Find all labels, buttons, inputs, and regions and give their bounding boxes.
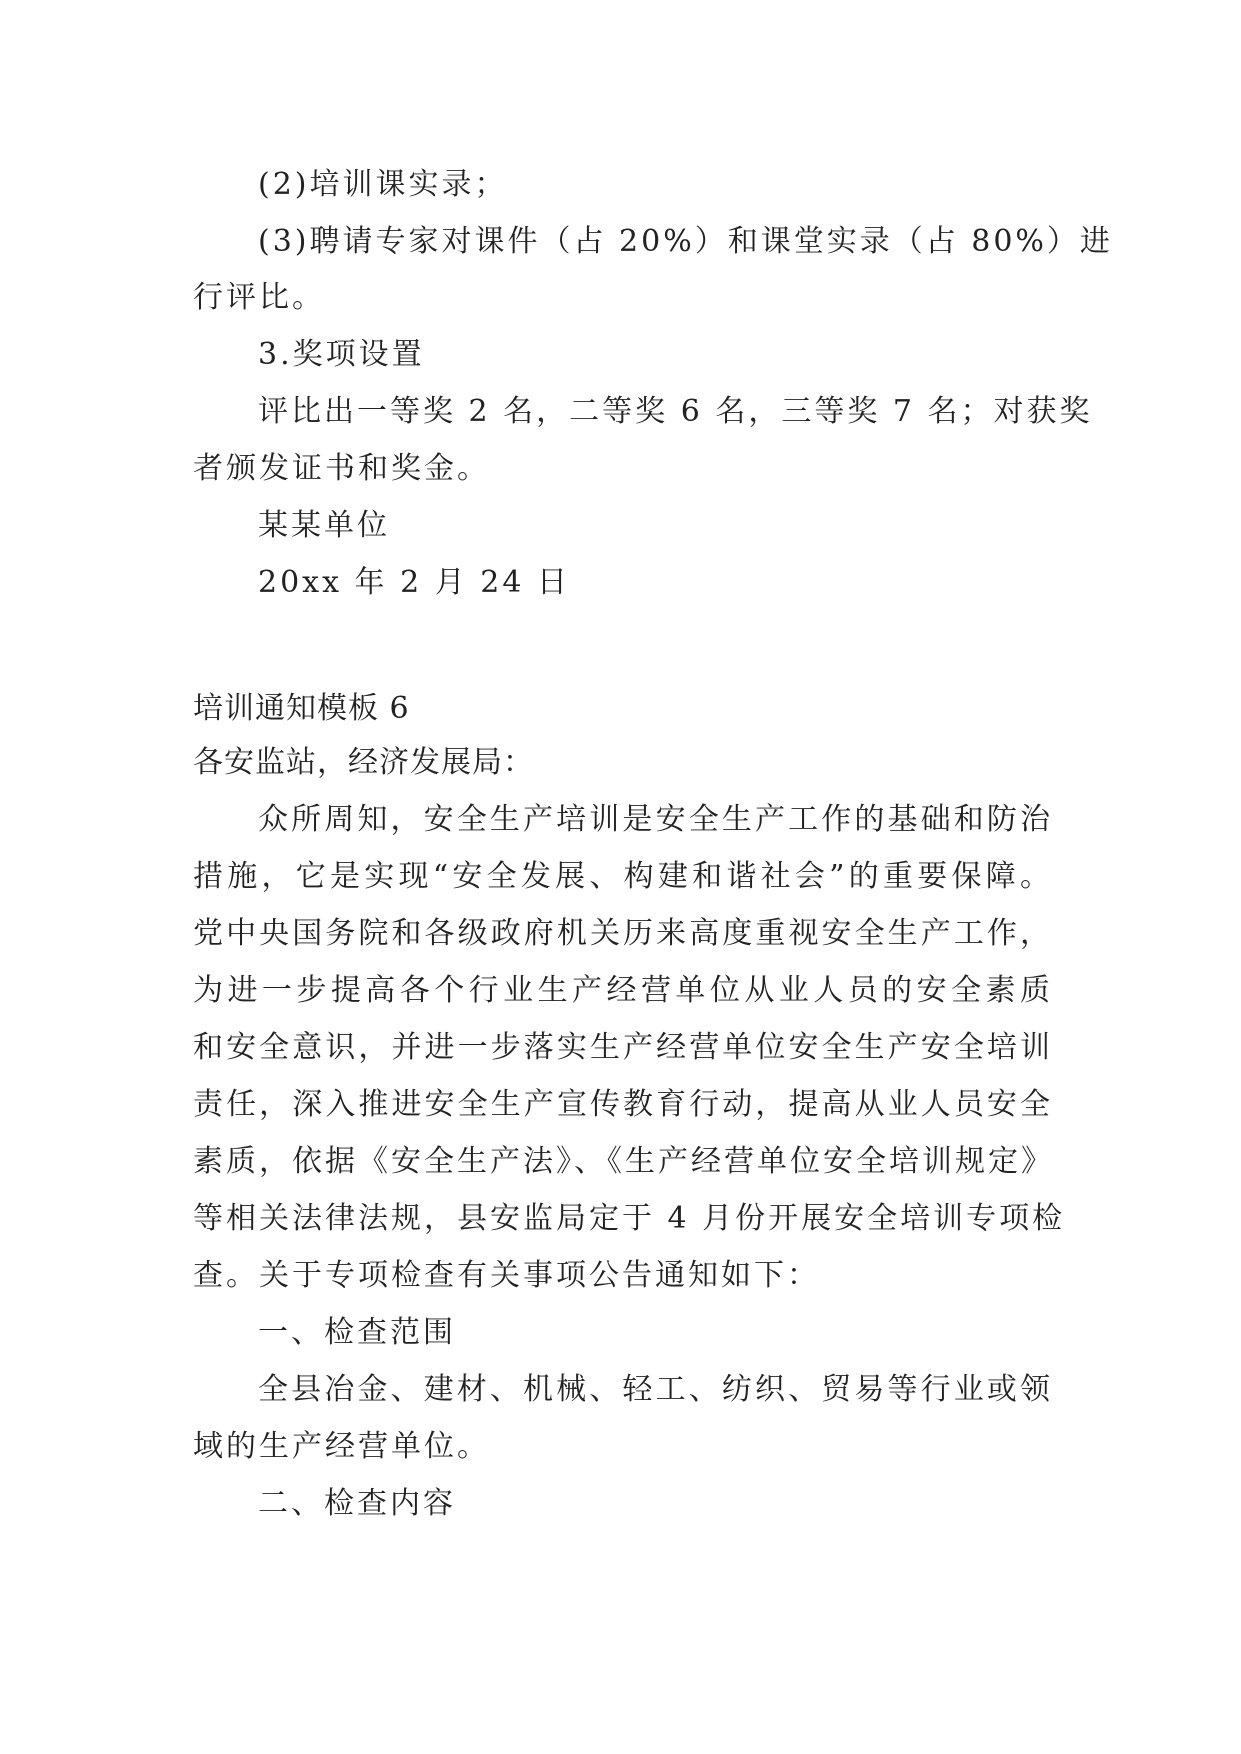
list-item-3-line-1: (3)聘请专家对课件（占 20%）和课堂实录（占 80%）进 xyxy=(258,224,1113,259)
salutation: 各安监站，经济发展局： xyxy=(193,745,534,780)
signature-date: 20xx 年 2 月 24 日 xyxy=(258,565,570,600)
body-line-7: 素质，依据《安全生产法》、《生产经营单位安全培训规定》 xyxy=(193,1144,1054,1179)
body-line-8: 等相关法律法规，县安监局定于 4 月份开展安全培训专项检 xyxy=(193,1201,1066,1236)
list-item-2: (2)培训课实录； xyxy=(258,167,508,202)
body-line-9: 查。关于专项检查有关事项公告通知如下： xyxy=(193,1258,820,1293)
section-3-title: 3.奖项设置 xyxy=(258,337,425,372)
scope-line-2: 域的生产经营单位。 xyxy=(193,1429,490,1464)
section-2-title: 二、检查内容 xyxy=(258,1486,456,1521)
body-line-1: 众所周知，安全生产培训是安全生产工作的基础和防治 xyxy=(258,802,1053,837)
scope-line-1: 全县冶金、建材、机械、轻工、纺织、贸易等行业或领 xyxy=(258,1372,1053,1407)
template-title: 培训通知模板 6 xyxy=(193,691,410,726)
section-1-title: 一、检查范围 xyxy=(258,1315,456,1350)
awards-line-1: 评比出一等奖 2 名，二等奖 6 名，三等奖 7 名；对获奖 xyxy=(258,394,1093,429)
body-line-5: 和安全意识，并进一步落实生产经营单位安全生产安全培训 xyxy=(193,1030,1053,1065)
body-line-6: 责任，深入推进安全生产宣传教育行动，提高从业人员安全 xyxy=(193,1087,1053,1122)
body-line-2: 措施，它是实现“安全发展、构建和谐社会”的重要保障。 xyxy=(193,859,1053,894)
signature-org: 某某单位 xyxy=(258,508,390,543)
list-item-3-line-2: 行评比。 xyxy=(193,280,325,315)
awards-line-2: 者颁发证书和奖金。 xyxy=(193,451,490,486)
body-line-3: 党中央国务院和各级政府机关历来高度重视安全生产工作， xyxy=(193,916,1053,951)
body-line-4: 为进一步提高各个行业生产经营单位从业人员的安全素质 xyxy=(193,973,1053,1008)
